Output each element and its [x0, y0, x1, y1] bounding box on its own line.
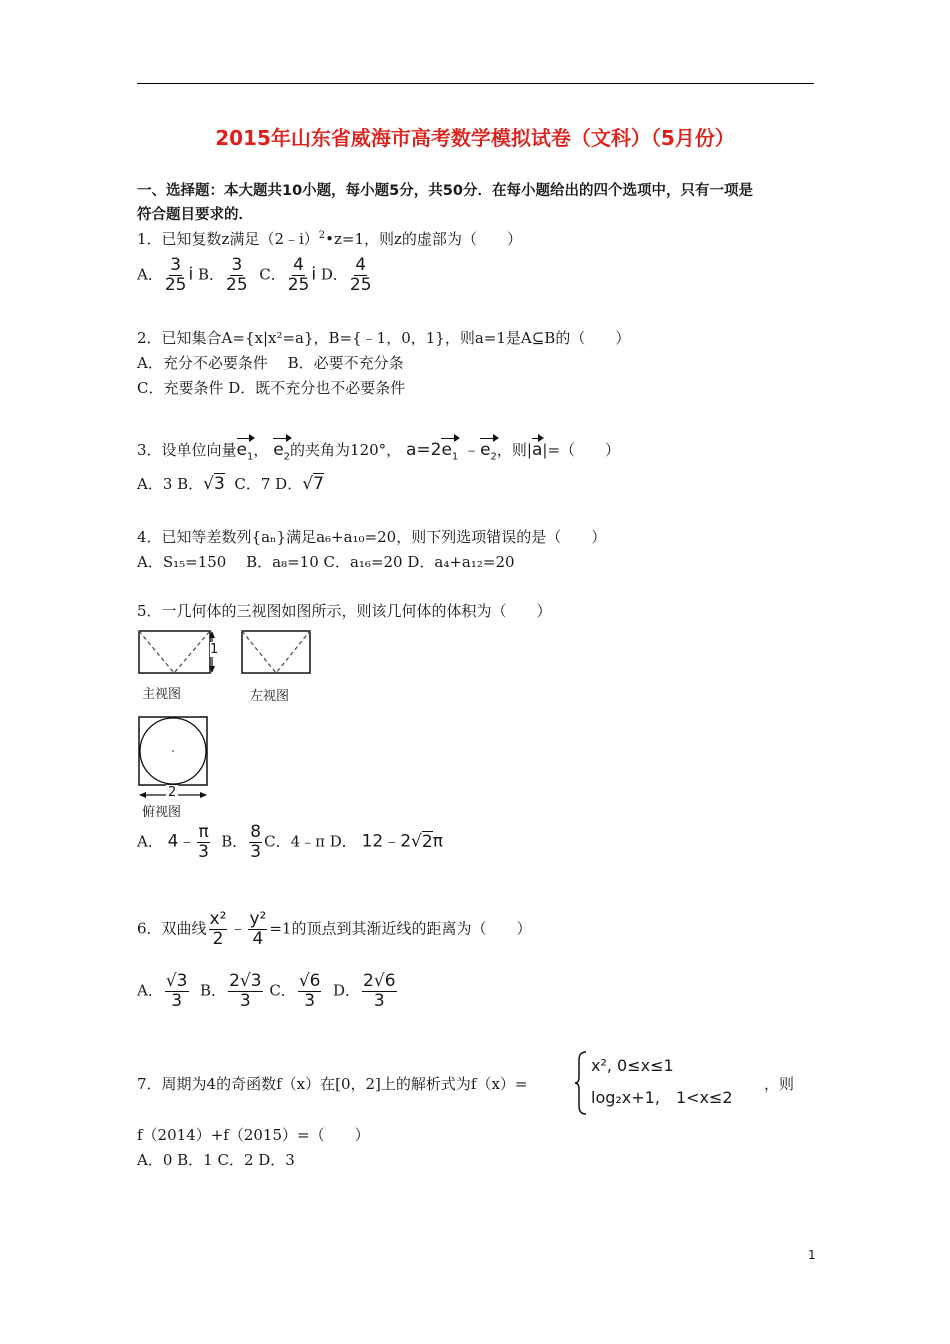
q3-stem: 3．设单位向量$e_1$， $e_2$的夹角为120°， $a=2e_1$ $﹣e_2$，则|a|=（ ）: [137, 440, 621, 463]
piecewise-case-2: log₂x+1, 1<x≤2: [591, 1088, 733, 1107]
q2-stem: 2．已知集合A={x|x²=a}，B={﹣1，0，1}，则a=1是A⊆B的（ ）: [137, 329, 631, 347]
q7-stem: 7．周期为4的奇函数f（x）在[0，2]上的解析式为f（x）=: [137, 1075, 528, 1093]
page-number: 1: [808, 1248, 816, 1262]
piecewise-brace: [574, 1050, 588, 1116]
q1-option-c-fraction: $\frac{4}{25}$: [287, 255, 310, 295]
vector-e1: $e_1$: [236, 440, 254, 463]
q1-options: A． $\frac{3}{25}$ i B． $\frac{3}{25}$ C． $\frac{4}{25}$ i D． $\frac{4}{25}$: [137, 255, 372, 295]
q1-stem: 1．已知复数z满足（2﹣i）$^2$•z=1，则z的虚部为（ ）: [137, 230, 522, 248]
q6-x-fraction: $\frac{\text{x²}}{2}$: [209, 909, 227, 949]
sqrt-7: √7: [302, 474, 324, 494]
width-dimension-label: 2: [168, 785, 177, 800]
q2-options-ab: A．充分不必要条件 B．必要不充分条: [137, 354, 404, 372]
q4-options: A．S₁₅=150 B．a₈=10 C．a₁₆=20 D．a₄+a₁₂=20: [137, 553, 515, 571]
vector-a-expression: a=2: [405, 440, 442, 460]
q7-stem-line2: f（2014）+f（2015）=（ ）: [137, 1126, 370, 1144]
q3-options: A．3 B．√3 C．7 D．√7: [137, 474, 324, 494]
section-heading-line2: 符合题目要求的．: [137, 207, 253, 223]
section-heading-line1: 一、选择题：本大题共10小题，每小题5分，共50分．在每小题给出的四个选项中，只有一项是: [137, 183, 753, 199]
q5-options: A． 4﹣ $\frac{\pi}{3}$ B． $\frac{8}{3}$ C．4﹣π D． 12﹣2√2π: [137, 822, 443, 862]
q1-option-d-fraction: $\frac{4}{25}$: [349, 255, 372, 295]
sqrt-3: √3: [203, 474, 225, 494]
front-view-rect: [139, 631, 210, 673]
q5-option-b-fraction: $\frac{8}{3}$: [250, 822, 262, 862]
header-rule: [137, 83, 814, 84]
top-view-label: 俯视图: [142, 805, 182, 820]
vector-e2-term: $e_2$: [480, 440, 497, 463]
q5-stem: 5．一几何体的三视图如图所示，则该几何体的体积为（ ）: [137, 602, 552, 620]
front-view-label: 主视图: [142, 687, 182, 702]
q7-stem-suffix: ，则: [764, 1075, 795, 1093]
three-view-figure: [132, 625, 322, 825]
piecewise-case-1: x², 0≤x≤1: [591, 1056, 674, 1075]
sqrt-2: √2: [411, 831, 433, 852]
q6-y-fraction: $\frac{\text{y²}}{4}$: [249, 909, 267, 949]
q1-option-a-fraction: $\frac{3}{25}$: [164, 255, 187, 295]
side-view-rect: [242, 631, 310, 673]
q6-option-d-fraction: $\frac{2√6}{3}$: [363, 971, 396, 1011]
q6-option-a-fraction: $\frac{√3}{3}$: [165, 971, 188, 1011]
height-dimension-label: 1: [210, 642, 219, 657]
q4-stem: 4．已知等差数列{aₙ}满足a₆+a₁₀=20，则下列选项错误的是（ ）: [137, 528, 607, 546]
side-view-dashed: [242, 631, 310, 673]
q6-stem: 6．双曲线 $\frac{\text{x²}}{2}$ ﹣ $\frac{\text{y²}}{4}$ =1的顶点到其渐近线的距离为（ ）: [137, 909, 532, 949]
q7-options: A．0 B．1 C．2 D．3: [137, 1151, 295, 1169]
vector-a: a: [531, 440, 543, 460]
vector-e2: $e_2$: [273, 440, 291, 463]
q2-options-cd: C．充要条件 D．既不充分也不必要条件: [137, 379, 406, 397]
side-view-label: 左视图: [250, 689, 290, 704]
q6-option-c-fraction: $\frac{√6}{3}$: [298, 971, 321, 1011]
page-title: 2015年山东省威海市高考数学模拟试卷（文科）（5月份）: [215, 126, 735, 150]
q5-option-a-fraction: $\frac{\pi}{3}$: [198, 822, 209, 862]
q6-options: A． $\frac{√3}{3}$ B． $\frac{2√3}{3}$ C． $\frac{√6}{3}$ D． $\frac{2√6}{3}$: [137, 971, 396, 1011]
q6-option-b-fraction: $\frac{2√3}{3}$: [229, 971, 262, 1011]
vector-e1-term: $e_1$: [441, 440, 459, 463]
q1-option-b-fraction: $\frac{3}{25}$: [226, 255, 248, 295]
front-view-dashed: [139, 631, 210, 673]
